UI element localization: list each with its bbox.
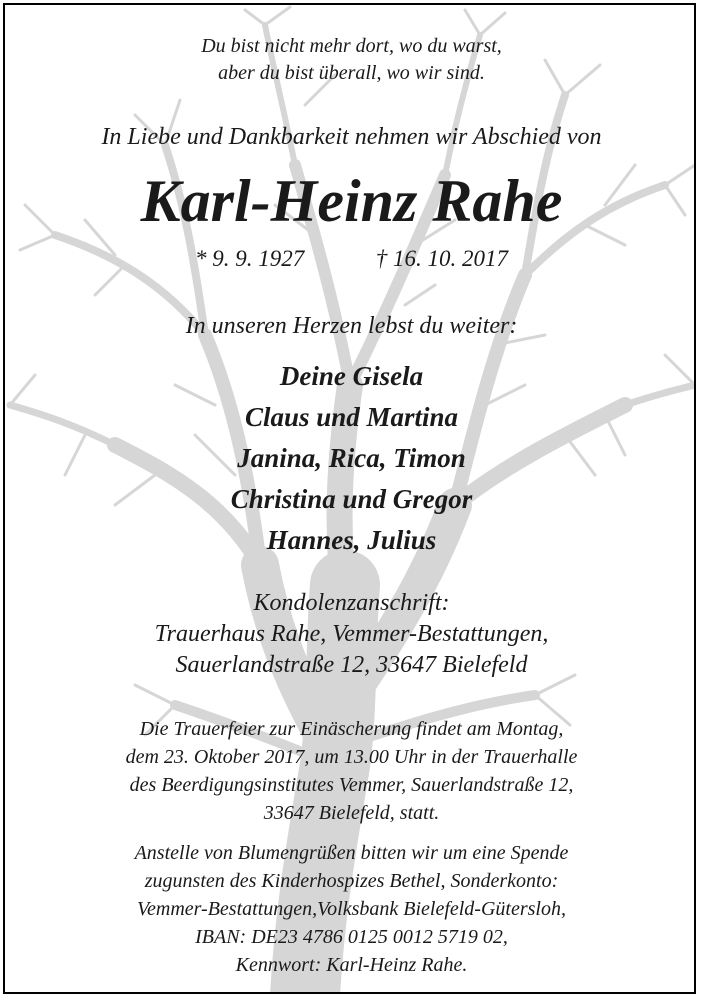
family-line-5: Hannes, Julius <box>266 525 437 555</box>
family-line-1: Deine Gisela <box>279 361 424 391</box>
death-date: † 16. 10. 2017 <box>375 246 508 271</box>
life-dates <box>5 246 696 272</box>
family-line-4: Christina und Gregor <box>230 484 473 514</box>
condolence-line-1: Trauerhaus Rahe, Vemmer-Bestattungen, <box>154 621 549 647</box>
motto-line-1: Du bist nicht mehr dort, wo du warst, <box>201 35 502 57</box>
lead-text: In unseren Herzen lebst du weiter: <box>185 313 518 339</box>
family-line-2: Claus und Martina <box>244 402 459 432</box>
ceremony-line-1: Die Trauerfeier zur Einäscherung findet am Montag, <box>139 718 564 740</box>
donation-line-3: Vemmer-Bestattungen,Volksbank Bielefeld-Gütersloh, <box>137 898 566 920</box>
family-line-3: Janina, Rica, Timon <box>237 443 466 473</box>
donation-line-5: Kennwort: Karl-Heinz Rahe. <box>235 954 468 976</box>
ceremony-line-3: des Beerdigungsinstitutes Vemmer, Sauerlandstraße 12, <box>129 774 574 796</box>
birth-date: * 9. 9. 1927 <box>195 246 305 271</box>
obituary-frame <box>3 3 696 994</box>
donation-line-1: Anstelle von Blumengrüßen bitten wir um eine Spende <box>134 842 569 864</box>
ceremony-line-4: 33647 Bielefeld, statt. <box>263 802 440 824</box>
condolence-heading: Kondolenzanschrift: <box>253 590 450 616</box>
donation-line-2: zugunsten des Kinderhospizes Bethel, Sonderkonto: <box>144 870 559 892</box>
donation-line-4: IBAN: DE23 4786 0125 0012 5719 02, <box>195 926 508 948</box>
condolence-line-2: Sauerlandstraße 12, 33647 Bielefeld <box>175 652 528 678</box>
intro-text: In Liebe und Dankbarkeit nehmen wir Abschied von <box>101 124 602 150</box>
motto-line-2: aber du bist überall, wo wir sind. <box>218 62 485 84</box>
ceremony-line-2: dem 23. Oktober 2017, um 13.00 Uhr in der Trauerhalle <box>125 746 578 768</box>
deceased-name: Karl-Heinz Rahe <box>140 168 563 234</box>
